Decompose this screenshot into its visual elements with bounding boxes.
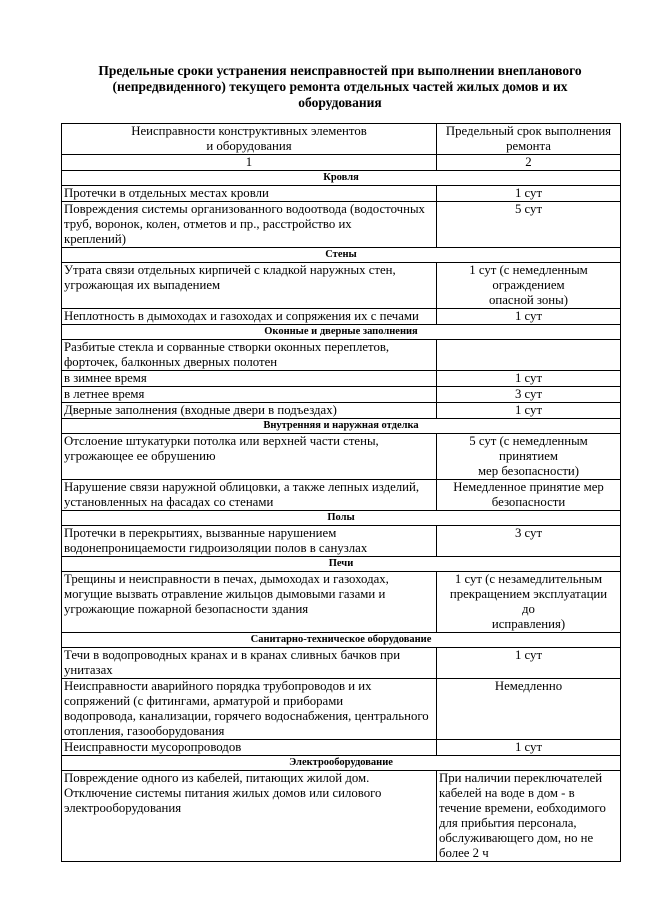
deadline-cell: [437, 480, 621, 511]
column-number-1: 1: [62, 155, 437, 171]
text-line: труб, воронок, колен, отметов и пр., расстройство их: [64, 217, 352, 231]
text-line: угрожающая их выпадением: [64, 278, 221, 292]
section-row: [62, 511, 621, 526]
deadline-cell: [437, 340, 621, 371]
table-row: [62, 526, 621, 557]
issue-cell: [62, 572, 437, 633]
header-col-deadline: [437, 124, 621, 155]
deadline-cell: [437, 572, 621, 633]
issue-cell: [62, 403, 437, 419]
text-line: 1 сут: [514, 309, 543, 323]
section-title: Печи: [62, 557, 621, 572]
deadline-cell: [437, 679, 621, 740]
text-line: установленных на фасадах со стенами: [64, 495, 274, 509]
deadline-cell: [437, 186, 621, 202]
column-number-2: 2: [437, 155, 621, 171]
table-row: [62, 387, 621, 403]
table-row: [62, 648, 621, 679]
text-line: креплений): [64, 232, 127, 246]
text-line: и оборудования: [206, 139, 292, 153]
text-line: Неисправности конструктивных элементов: [131, 124, 367, 138]
issue-cell: [62, 679, 437, 740]
text-line: прекращением эксплуатации: [449, 587, 608, 601]
deadline-cell: [437, 263, 621, 309]
section-row: [62, 756, 621, 771]
section-title: Санитарно-техническое оборудование: [62, 633, 621, 648]
section-row: [62, 419, 621, 434]
header-row: [62, 124, 621, 155]
text-line: Трещины и неисправности в печах, дымоходах и газоходах,: [64, 572, 389, 586]
text-line: 3 сут: [514, 526, 543, 540]
issue-cell: [62, 648, 437, 679]
table-row: [62, 572, 621, 633]
text-line: водопровода, канализации, горячего водоснабжения, центрального: [64, 709, 429, 723]
table-row: [62, 340, 621, 371]
section-title: Оконные и дверные заполнения: [62, 325, 621, 340]
text-line: Неисправности аварийного порядка трубопроводов и их: [64, 679, 372, 693]
text-line: Протечки в отдельных местах кровли: [64, 186, 269, 200]
issue-cell: [62, 387, 437, 403]
text-line: 5 сут (с немедленным: [469, 434, 588, 448]
text-line: 1 сут (с немедленным: [469, 263, 588, 277]
text-line: оборудования: [298, 95, 382, 110]
section-row: [62, 171, 621, 186]
text-line: отопления, газооборудования: [64, 724, 225, 738]
text-line: исправления): [491, 617, 566, 631]
table-row: [62, 186, 621, 202]
deadline-cell: [437, 648, 621, 679]
text-line: Дверные заполнения (входные двери в подъездах): [64, 403, 337, 417]
section-row: [62, 557, 621, 572]
issue-cell: [62, 371, 437, 387]
text-line: ограждением: [492, 278, 565, 292]
deadline-cell: [437, 771, 621, 862]
table-row: [62, 403, 621, 419]
text-line: Нарушение связи наружной облицовки, а также лепных изделий,: [64, 480, 420, 494]
deadline-cell: [437, 309, 621, 325]
text-line: Немедленное принятие мер: [453, 480, 604, 494]
text-line: 1 сут: [514, 740, 543, 754]
text-line: обслуживающего дом, но не: [439, 831, 594, 845]
text-line: 1 сут: [514, 186, 543, 200]
text-line: угрожающее ее обрушению: [64, 449, 216, 463]
deadline-cell: [437, 371, 621, 387]
section-row: [62, 325, 621, 340]
table-row: [62, 679, 621, 740]
text-line: Протечки в перекрытиях, вызванные нарушением: [64, 526, 337, 540]
deadline-cell: [437, 434, 621, 480]
text-line: Отключение системы питания жилых домов или силового: [64, 786, 382, 800]
text-line: (непредвиденного) текущего ремонта отдельных частей жилых домов и их: [112, 79, 568, 94]
text-line: течение времени, еобходимого: [439, 801, 606, 815]
text-line: для прибытия персонала,: [439, 816, 577, 830]
text-line: Утрата связи отдельных кирпичей с кладкой наружных стен,: [64, 263, 396, 277]
text-line: Неплотность в дымоходах и газоходах и сопряжения их с печами: [64, 309, 419, 323]
table-row: [62, 740, 621, 756]
deadline-cell: [437, 387, 621, 403]
document-title: [60, 63, 620, 111]
issue-cell: [62, 480, 437, 511]
issue-cell: [62, 771, 437, 862]
text-line: унитазах: [64, 663, 113, 677]
text-line: Предельные сроки устранения неисправностей при выполнении внепланового: [98, 63, 582, 78]
table-row: [62, 263, 621, 309]
text-line: Повреждения системы организованного водоотвода (водосточных: [64, 202, 425, 216]
issue-cell: [62, 202, 437, 248]
table-row: [62, 771, 621, 862]
deadline-cell: [437, 202, 621, 248]
text-line: 1 сут: [514, 403, 543, 417]
text-line: 5 сут: [514, 202, 543, 216]
issue-cell: [62, 186, 437, 202]
text-line: кабелей на воде в дом - в: [439, 786, 575, 800]
table-row: [62, 202, 621, 248]
column-number-row: [62, 155, 621, 171]
text-line: до: [522, 602, 535, 616]
text-line: в летнее время: [64, 387, 145, 401]
table-row: [62, 371, 621, 387]
text-line: водонепроницаемости гидроизоляции полов в санузлах: [64, 541, 368, 555]
text-line: Отслоение штукатурки потолка или верхней части стены,: [64, 434, 379, 448]
deadline-cell: [437, 403, 621, 419]
text-line: 1 сут: [514, 371, 543, 385]
section-title: Стены: [62, 248, 621, 263]
issue-cell: [62, 309, 437, 325]
text-line: Неисправности мусоропроводов: [64, 740, 242, 754]
issue-cell: [62, 526, 437, 557]
text-line: могущие вызвать отравление жильцов дымовыми газами и: [64, 587, 386, 601]
text-line: угрожающие пожарной безопасности здания: [64, 602, 309, 616]
text-line: Повреждение одного из кабелей, питающих жилой дом.: [64, 771, 370, 785]
text-line: 1 сут (с незамедлительным: [454, 572, 603, 586]
text-line: сопряжений (с фитингами, арматурой и приборами: [64, 694, 344, 708]
issue-cell: [62, 740, 437, 756]
text-line: ремонта: [506, 139, 551, 153]
text-line: мер безопасности): [477, 464, 580, 478]
issue-cell: [62, 263, 437, 309]
repair-deadlines-table: [61, 123, 621, 862]
text-line: 1 сут: [514, 648, 543, 662]
section-title: Внутренняя и наружная отделка: [62, 419, 621, 434]
header-col-issues: [62, 124, 437, 155]
text-line: Немедленно: [494, 679, 563, 693]
text-line: электрооборудования: [64, 801, 182, 815]
section-title: Полы: [62, 511, 621, 526]
section-row: [62, 248, 621, 263]
section-title: Электрооборудование: [62, 756, 621, 771]
table-row: [62, 434, 621, 480]
text-line: в зимнее время: [64, 371, 147, 385]
issue-cell: [62, 340, 437, 371]
table-row: [62, 480, 621, 511]
issue-cell: [62, 434, 437, 480]
text-line: форточек, балконных дверных полотен: [64, 355, 278, 369]
text-line: более 2 ч: [439, 846, 489, 860]
text-line: принятием: [498, 449, 559, 463]
text-line: Разбитые стекла и сорванные створки оконных переплетов,: [64, 340, 390, 354]
text-line: безопасности: [491, 495, 566, 509]
text-line: опасной зоны): [489, 293, 568, 307]
deadline-cell: [437, 740, 621, 756]
table-row: [62, 309, 621, 325]
section-title: Кровля: [62, 171, 621, 186]
text-line: 3 сут: [514, 387, 543, 401]
text-line: Течи в водопроводных кранах и в кранах сливных бачков при: [64, 648, 401, 662]
text-line: Предельный срок выполнения: [445, 124, 612, 138]
section-row: [62, 633, 621, 648]
text-line: При наличии переключателей: [439, 771, 603, 785]
deadline-cell: [437, 526, 621, 557]
